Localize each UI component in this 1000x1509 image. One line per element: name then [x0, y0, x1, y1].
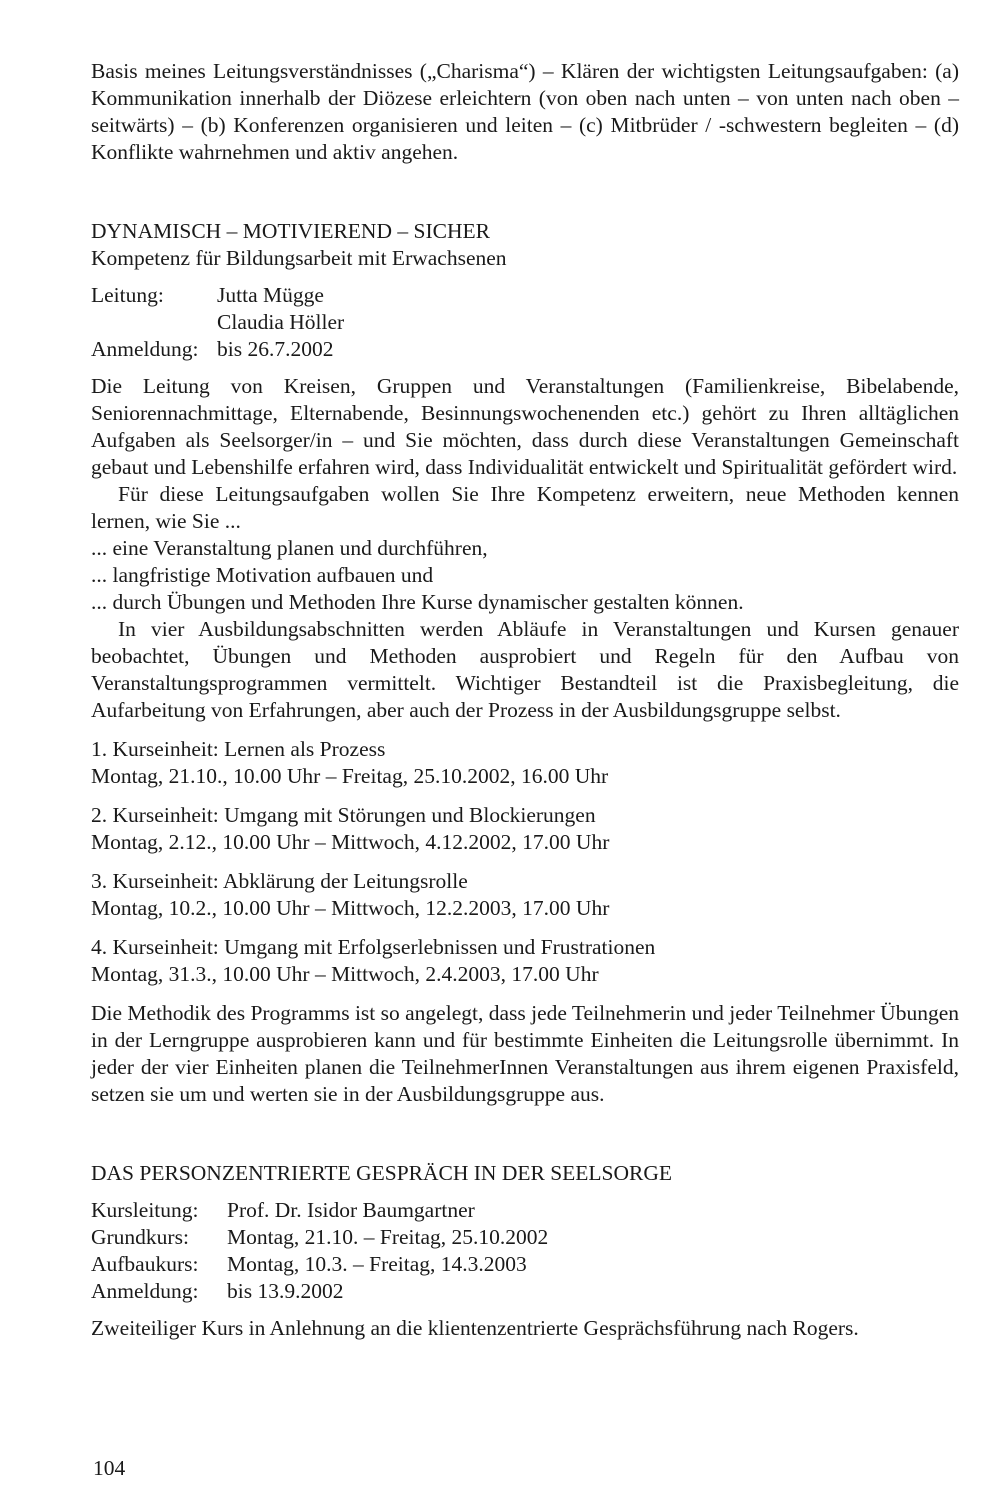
anmeldung-label: Anmeldung:: [91, 337, 199, 361]
anmeldung2-row: [91, 1278, 959, 1305]
section-dynamisch: [91, 218, 959, 1108]
anmeldung2-label: Anmeldung:: [91, 1279, 199, 1303]
section1-title: DYNAMISCH – MOTIVIEREND – SICHER: [91, 219, 490, 243]
section1-list-item-1: ... eine Veranstaltung planen und durchführen,: [91, 536, 488, 560]
kursleitung-row: [91, 1197, 959, 1224]
kursleitung-value: Prof. Dr. Isidor Baumgartner: [227, 1198, 475, 1222]
course-unit-date: Montag, 2.12., 10.00 Uhr – Mittwoch, 4.12.2002, 17.00 Uhr: [91, 830, 610, 854]
leitung-row: [91, 282, 959, 309]
leitung-row-2: [91, 309, 959, 336]
page-number: 104: [93, 1456, 126, 1480]
course-unit-date: Montag, 10.2., 10.00 Uhr – Mittwoch, 12.2.2003, 17.00 Uhr: [91, 896, 610, 920]
grundkurs-value: Montag, 21.10. – Freitag, 25.10.2002: [227, 1225, 549, 1249]
section2-title: DAS PERSONZENTRIERTE GESPRÄCH IN DER SEELSORGE: [91, 1161, 673, 1185]
anmeldung-value: bis 26.7.2002: [217, 337, 334, 361]
course-unit-title: 2. Kurseinheit: Umgang mit Störungen und Blockierungen: [91, 803, 596, 827]
page-body: [91, 58, 959, 1342]
course-unit-2: [91, 802, 959, 856]
course-unit-date: Montag, 31.3., 10.00 Uhr – Mittwoch, 2.4.2003, 17.00 Uhr: [91, 962, 599, 986]
section1-para4: Die Methodik des Programms ist so angelegt, dass jede Teilnehmerin und jeder Teilnehmer Übungen in der Lerngruppe ausprobieren kann und für bestimmte Einheiten die Leitungsrolle übernimmt. In jeder der vier Einheiten planen die TeilnehmerInnen Veranstaltungen aus ihrem eigenen Praxisfeld, setzen sie um und werten sie in der Ausbildungsgruppe aus.: [91, 1001, 959, 1106]
anmeldung2-value: bis 13.9.2002: [227, 1279, 344, 1303]
section1-meta: [91, 282, 959, 363]
course-unit-title: 1. Kurseinheit: Lernen als Prozess: [91, 737, 386, 761]
section1-para3: In vier Ausbildungsabschnitten werden Abläufe in Veranstaltungen und Kursen genauer beobachtet, Übungen und Methoden ausprobiert und Regeln für den Aufbau von Veranstaltungsprogrammen vermittelt. Wichtiger Bestandteil ist die Praxisbegleitung, die Aufarbeitung von Erfahrungen, aber auch der Prozess in der Ausbildungsgruppe selbst.: [91, 617, 959, 722]
anmeldung-row: [91, 336, 959, 363]
course-unit-4: [91, 934, 959, 988]
leitung-name-2: Claudia Höller: [217, 310, 345, 334]
course-unit-title: 4. Kurseinheit: Umgang mit Erfolgserlebnissen und Frustrationen: [91, 935, 656, 959]
grundkurs-label: Grundkurs:: [91, 1225, 189, 1249]
section1-para1: Die Leitung von Kreisen, Gruppen und Veranstaltungen (Familienkreise, Bibelabende, Seniorennachmittage, Elternabende, Besinnungswochenenden etc.) gehört zu Ihren alltäglichen Aufgaben als Seelsorger/in – und Sie möchten, dass durch diese Veranstaltungen Gemeinschaft gebaut und Lebenshilfe erfahren wird, dass Individualität entwickelt und Spiritualität gefördert wird.: [91, 374, 959, 479]
intro-paragraph: Basis meines Leitungsverständnisses („Charisma“) – Klären der wichtigsten Leitungsaufgaben: (a) Kommunikation innerhalb der Diözese erleichtern (von oben nach unten – von unten nach oben – seitwärts) – (b) Konferenzen organisieren und leiten – (c) Mitbrüder / -schwestern begleiten – (d) Konflikte wahrnehmen und aktiv angehen.: [91, 59, 959, 164]
section1-list-item-2: ... langfristige Motivation aufbauen und: [91, 563, 434, 587]
section1-subtitle: Kompetenz für Bildungsarbeit mit Erwachsenen: [91, 246, 507, 270]
course-unit-title: 3. Kurseinheit: Abklärung der Leitungsrolle: [91, 869, 468, 893]
section1-para2: Für diese Leitungsaufgaben wollen Sie Ihre Kompetenz erweitern, neue Methoden kennen lernen, wie Sie ...: [91, 482, 959, 533]
section2-meta: [91, 1197, 959, 1305]
leitung-name-1: Jutta Mügge: [217, 283, 324, 307]
course-unit-date: Montag, 21.10., 10.00 Uhr – Freitag, 25.10.2002, 16.00 Uhr: [91, 764, 609, 788]
course-unit-3: [91, 868, 959, 922]
aufbaukurs-value: Montag, 10.3. – Freitag, 14.3.2003: [227, 1252, 527, 1276]
section-personzentriert: [91, 1160, 959, 1342]
section1-list-item-3: ... durch Übungen und Methoden Ihre Kurse dynamischer gestalten können.: [91, 590, 744, 614]
grundkurs-row: [91, 1224, 959, 1251]
course-unit-1: [91, 736, 959, 790]
aufbaukurs-row: [91, 1251, 959, 1278]
leitung-label: Leitung:: [91, 283, 164, 307]
section2-para1: Zweiteiliger Kurs in Anlehnung an die klientenzentrierte Gesprächsführung nach Rogers.: [91, 1316, 859, 1340]
aufbaukurs-label: Aufbaukurs:: [91, 1252, 199, 1276]
kursleitung-label: Kursleitung:: [91, 1198, 199, 1222]
